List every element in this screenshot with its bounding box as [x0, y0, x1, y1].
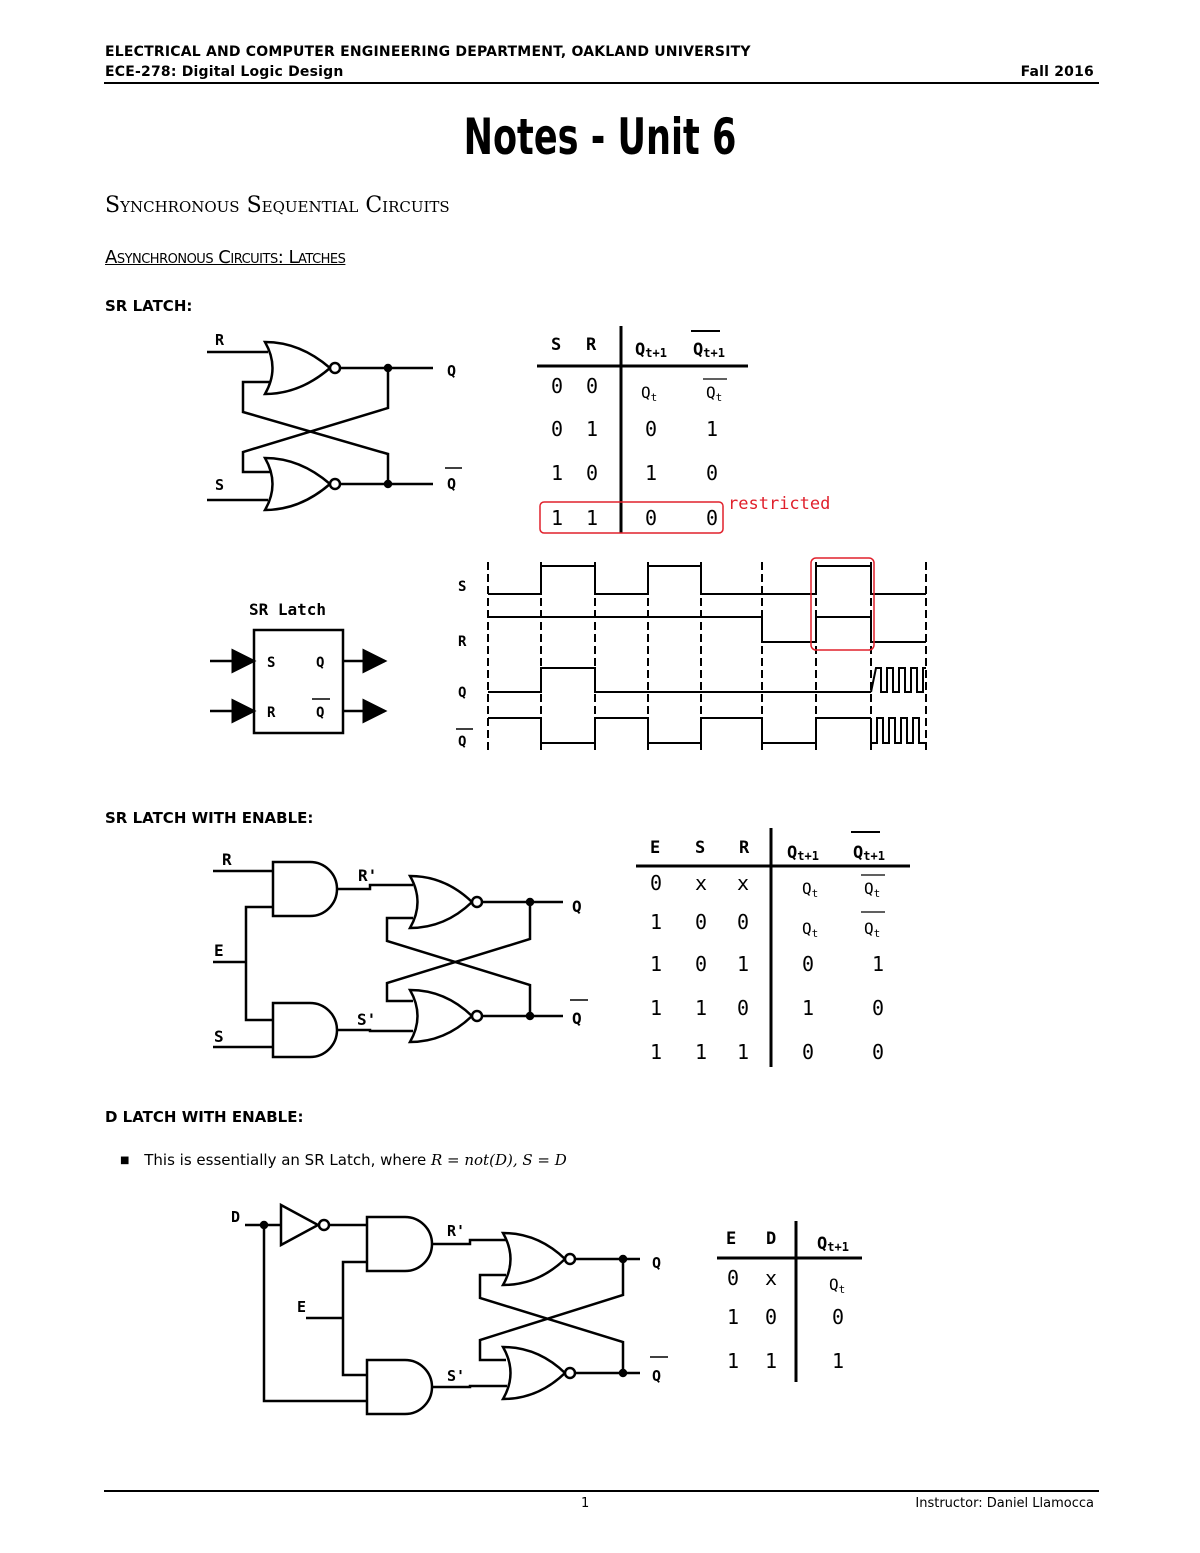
sr-r2c3: 0 — [706, 461, 719, 485]
d-r1c2: 0 — [832, 1305, 845, 1329]
sre-r0c3: Qt — [802, 879, 819, 900]
sre-label-sp: S' — [357, 1010, 377, 1029]
restricted-wave-box — [811, 558, 874, 650]
sr-r0c0: 0 — [551, 374, 564, 398]
sre-r0c0: 0 — [650, 871, 663, 895]
d-label-rp: R' — [447, 1222, 466, 1240]
sr-label-s: S — [215, 476, 225, 494]
sre-r0c4: Qt — [864, 879, 881, 900]
sr-r1c3: 1 — [706, 417, 719, 441]
sre-r3c3: 1 — [802, 996, 815, 1020]
bullet-text: This is essentially an SR Latch, where — [144, 1151, 431, 1169]
sr-r3c1: 1 — [586, 506, 599, 530]
sre-th-r: R — [739, 838, 750, 858]
sre-r4c3: 0 — [802, 1040, 815, 1064]
sr-label-qn: Q — [447, 475, 457, 493]
d-label-q: Q — [652, 1254, 662, 1272]
sre-r1c2: 0 — [737, 910, 750, 934]
sre-r1c0: 1 — [650, 910, 663, 934]
heading-synchronous: Synchronous Sequential Circuits — [105, 193, 450, 218]
block-in-s: S — [267, 655, 276, 671]
d-th-d: D — [766, 1229, 777, 1249]
and-gate-top — [367, 1217, 432, 1271]
sre-r2c2: 1 — [737, 952, 750, 976]
bullet-icon: ■ — [120, 1155, 130, 1166]
sr-label-r: R — [215, 331, 225, 349]
sre-label-rp: R' — [358, 866, 378, 885]
and-gate-bottom — [367, 1360, 432, 1414]
d-r0c1: x — [765, 1266, 778, 1290]
sre-label-e: E — [214, 941, 224, 960]
sre-r4c4: 0 — [872, 1040, 885, 1064]
sre-r3c2: 0 — [737, 996, 750, 1020]
restricted-label: restricted — [728, 494, 831, 514]
sr-r0c2: Qt — [641, 383, 658, 404]
sre-r1c3: Qt — [802, 919, 819, 940]
nor-gate-top — [265, 342, 330, 394]
sre-r1c4: Qt — [864, 919, 881, 940]
sr-r1c1: 1 — [586, 417, 599, 441]
block-title: SR Latch — [249, 600, 327, 619]
sre-r4c2: 1 — [737, 1040, 750, 1064]
sr-truth-table — [537, 326, 830, 533]
d-th-q: Qt+1 — [817, 1234, 849, 1254]
wave-label-r: R — [458, 634, 467, 650]
block-in-r: R — [267, 705, 276, 721]
d-r0c0: 0 — [727, 1266, 740, 1290]
sr-th-q: Qt+1 — [635, 340, 667, 360]
sr-latch-circuit — [207, 342, 433, 510]
sre-r0c1: x — [695, 871, 708, 895]
sre-th-q: Qt+1 — [787, 843, 819, 863]
sre-r2c3: 0 — [802, 952, 815, 976]
section-d-enable: D LATCH WITH ENABLE: — [105, 1108, 304, 1126]
sr-r0c3: Qt — [706, 383, 723, 404]
not-gate — [281, 1205, 318, 1245]
footer-rule — [104, 1490, 1099, 1492]
heading-latches: Asynchronous Circuits: Latches — [105, 247, 346, 268]
sre-r3c1: 1 — [695, 996, 708, 1020]
page-title: Notes - Unit 6 — [463, 108, 737, 166]
d-label-d: D — [231, 1208, 241, 1226]
and-gate-top — [273, 862, 337, 916]
sre-th-qn: Qt+1 — [853, 843, 885, 863]
d-label-qn: Q — [652, 1367, 662, 1385]
nor-gate-bottom — [503, 1347, 565, 1399]
sre-r2c0: 1 — [650, 952, 663, 976]
block-out-q: Q — [316, 655, 325, 671]
sr-latch-block — [210, 600, 385, 733]
sre-r2c4: 1 — [872, 952, 885, 976]
header-dept: ELECTRICAL AND COMPUTER ENGINEERING DEPARTMENT, OAKLAND UNIVERSITY — [105, 44, 751, 60]
sr-label-q: Q — [447, 362, 457, 380]
d-label-sp: S' — [447, 1367, 466, 1385]
wave-label-s: S — [458, 579, 467, 595]
sre-th-e: E — [650, 838, 661, 858]
sr-latch-labels — [215, 331, 462, 494]
sre-r3c0: 1 — [650, 996, 663, 1020]
footer-instructor: Instructor: Daniel Llamocca — [915, 1496, 1094, 1511]
nor-gate-bottom — [410, 990, 472, 1042]
d-r2c1: 1 — [765, 1349, 778, 1373]
section-sr-latch: SR LATCH: — [105, 297, 193, 315]
d-truth-table — [717, 1221, 862, 1382]
restricted-box — [540, 502, 723, 533]
wave-label-q: Q — [458, 685, 467, 701]
header-term: Fall 2016 — [1020, 64, 1094, 80]
nor-gate-top — [410, 876, 472, 928]
sre-th-s: S — [695, 838, 706, 858]
sre-r1c1: 0 — [695, 910, 708, 934]
sr-th-qn: Qt+1 — [693, 340, 725, 360]
d-r1c0: 1 — [727, 1305, 740, 1329]
sr-r3c0: 1 — [551, 506, 564, 530]
nor-gate-top — [503, 1233, 565, 1285]
header-course: ECE-278: Digital Logic Design — [105, 64, 344, 80]
sr-r0c1: 0 — [586, 374, 599, 398]
sr-r1c2: 0 — [645, 417, 658, 441]
nor-gate-bottom — [265, 458, 330, 510]
sr-r2c0: 1 — [551, 461, 564, 485]
and-gate-bottom — [273, 1003, 337, 1057]
sr-r3c2: 0 — [645, 506, 658, 530]
sre-r0c2: x — [737, 871, 750, 895]
d-label-e: E — [297, 1298, 307, 1316]
sr-r3c3: 0 — [706, 506, 719, 530]
sre-label-q: Q — [572, 897, 582, 916]
sr-enable-circuit — [213, 862, 563, 1057]
sr-r2c1: 0 — [586, 461, 599, 485]
sre-r2c1: 0 — [695, 952, 708, 976]
d-r0c2: Qt — [829, 1275, 846, 1296]
sr-r2c2: 1 — [645, 461, 658, 485]
sr-r1c0: 0 — [551, 417, 564, 441]
d-r2c0: 1 — [727, 1349, 740, 1373]
section-sr-enable: SR LATCH WITH ENABLE: — [105, 809, 314, 827]
sr-waveforms — [456, 558, 926, 752]
sr-enable-truth-table — [636, 828, 910, 1067]
bullet-math: R = not(D), S = D — [430, 1151, 567, 1169]
page-number: 1 — [581, 1496, 590, 1511]
wave-label-qn: Q — [458, 734, 467, 750]
sre-r3c4: 0 — [872, 996, 885, 1020]
sre-label-r: R — [222, 850, 232, 869]
sre-r4c0: 1 — [650, 1040, 663, 1064]
d-r2c2: 1 — [832, 1349, 845, 1373]
sr-th-r: R — [586, 335, 597, 355]
block-out-qn: Q — [316, 705, 325, 721]
sre-label-qn: Q — [572, 1009, 582, 1028]
sre-r4c1: 1 — [695, 1040, 708, 1064]
d-th-e: E — [726, 1229, 737, 1249]
d-r1c1: 0 — [765, 1305, 778, 1329]
sr-th-s: S — [551, 335, 562, 355]
sre-label-s: S — [214, 1027, 224, 1046]
